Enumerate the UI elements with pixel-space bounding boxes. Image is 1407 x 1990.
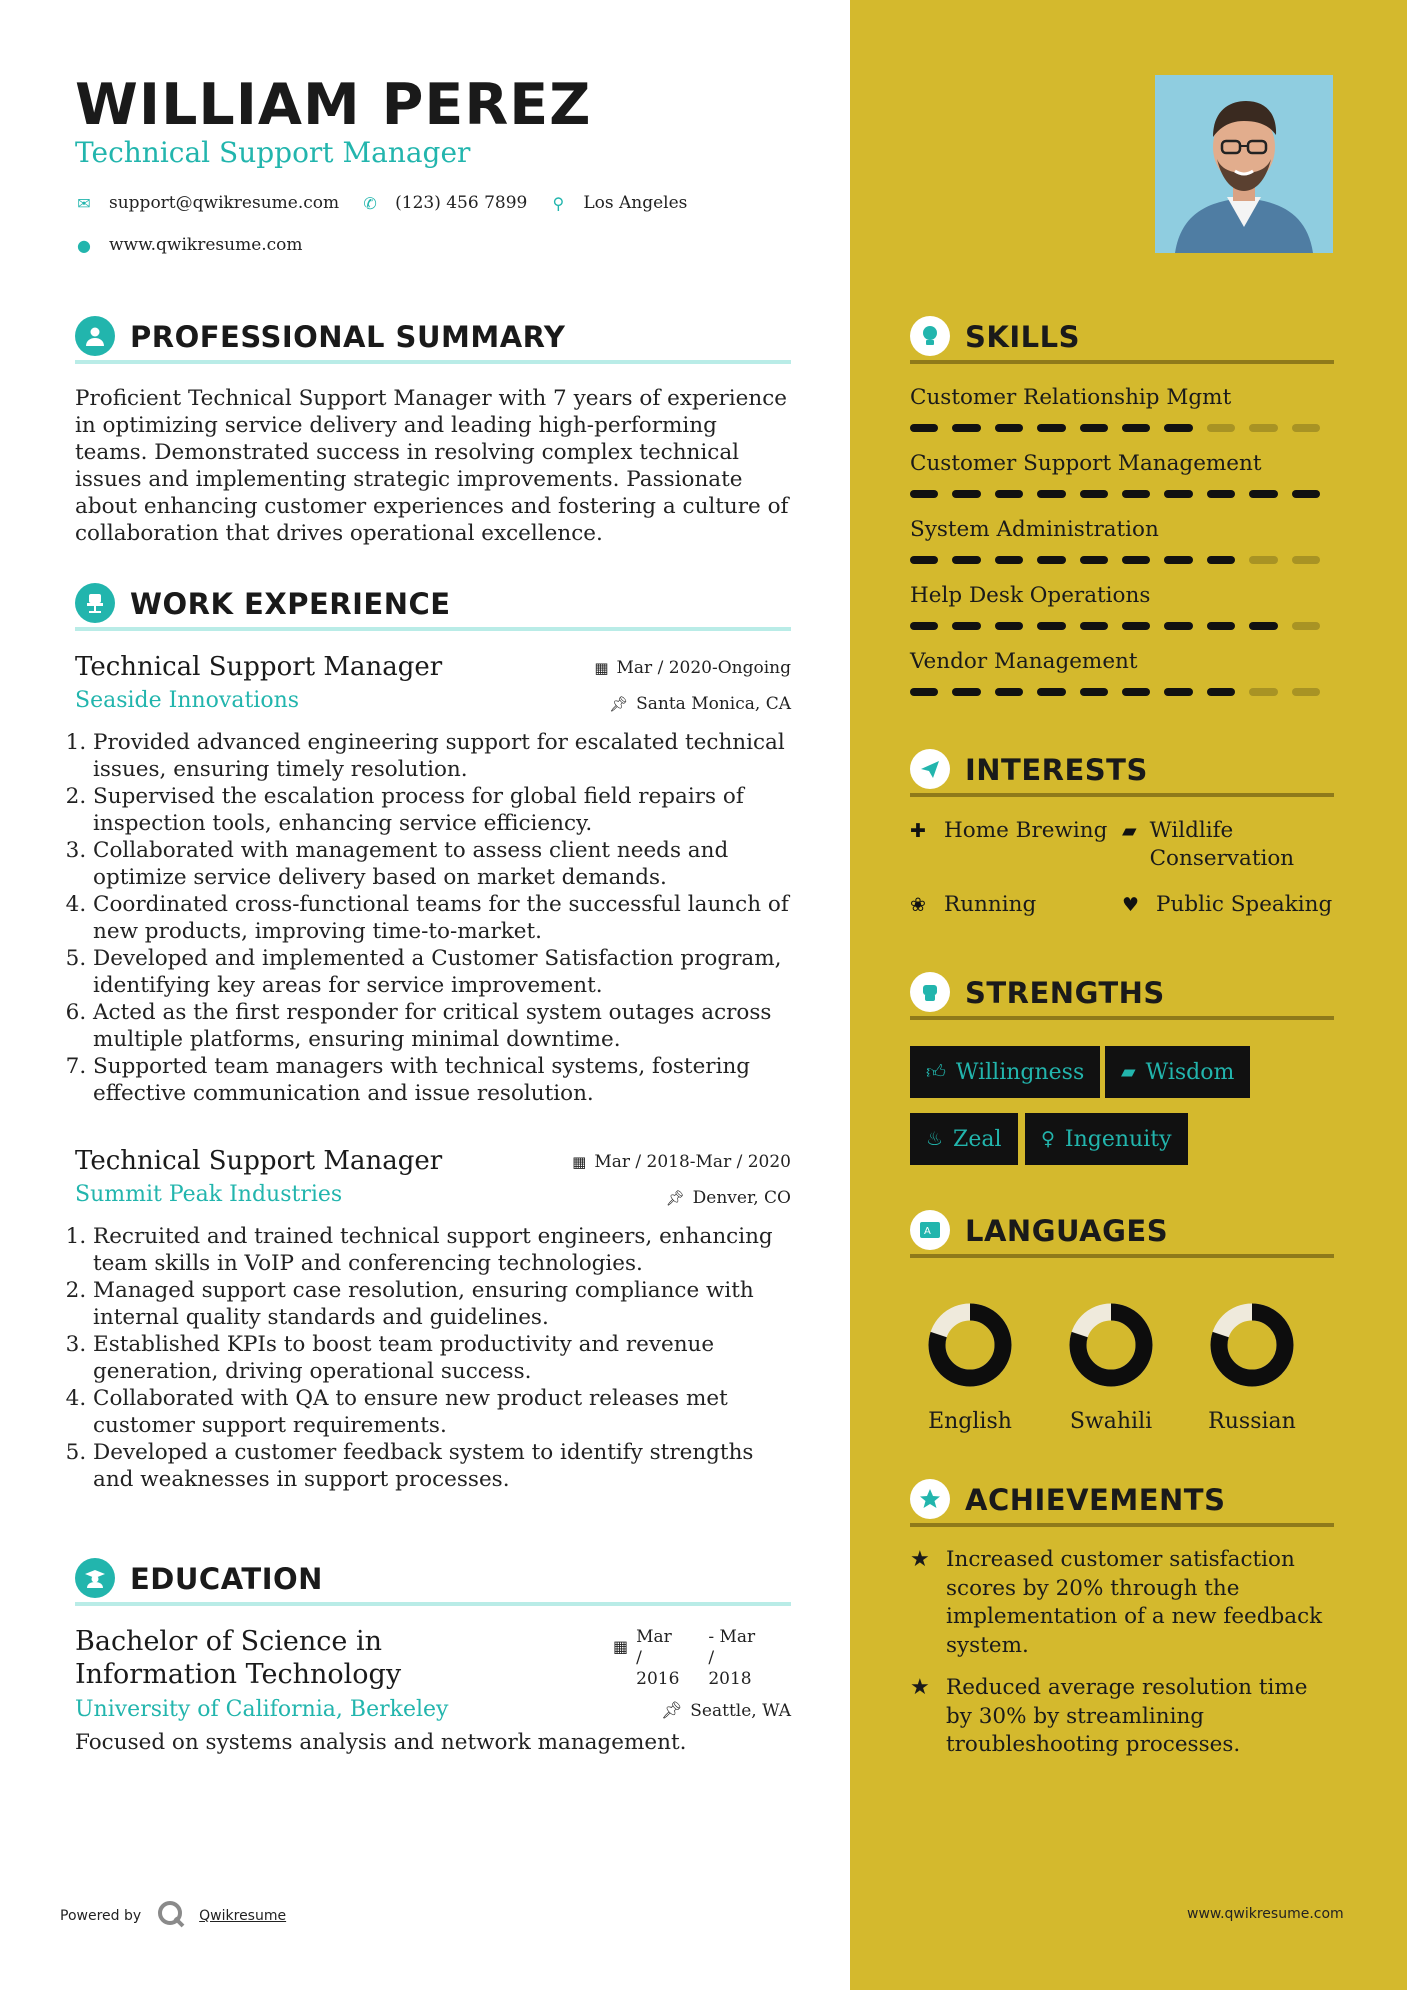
job-location	[666, 1188, 791, 1208]
skill-dash-empty	[1292, 688, 1320, 696]
strength-label: Willingness	[955, 1059, 1085, 1085]
job-company: Summit Peak Industries	[75, 1182, 343, 1207]
section-achievements	[910, 1479, 1334, 1527]
skill-meter	[910, 490, 1334, 498]
interest-label: Wildlife Conservation	[1149, 818, 1295, 871]
candidate-title: Technical Support Manager	[75, 136, 471, 169]
skill-dash-empty	[1249, 688, 1277, 696]
achievement-item	[910, 1674, 1334, 1760]
skill-dash-filled	[1037, 424, 1065, 432]
skill-item	[910, 451, 1334, 498]
calendar-icon: ▦	[613, 1637, 629, 1656]
job-entry	[75, 652, 791, 1107]
strength-badge	[1025, 1113, 1188, 1165]
skill-dash-filled	[995, 490, 1023, 498]
skill-dash-filled	[995, 424, 1023, 432]
start-year: 2016	[636, 1669, 680, 1689]
skill-dash-filled	[1207, 688, 1235, 696]
language-name: Russian	[1208, 1409, 1296, 1434]
skill-name: Vendor Management	[910, 649, 1138, 674]
education-entry	[75, 1625, 791, 1755]
skill-dash-filled	[1080, 688, 1108, 696]
qwikresume-logo-icon	[157, 1900, 185, 1932]
skill-dash-filled	[1164, 622, 1192, 630]
skill-dash-filled	[1249, 622, 1277, 630]
powered-by	[60, 1900, 286, 1932]
paw-icon: ❀	[910, 894, 926, 916]
calendar-icon: ▦	[572, 1153, 587, 1171]
skill-dash-filled	[910, 424, 938, 432]
skill-dash-filled	[1207, 490, 1235, 498]
language-ring	[1061, 1295, 1161, 1395]
skill-dash-filled	[1037, 556, 1065, 564]
skill-dash-filled	[952, 424, 980, 432]
skill-dash-empty	[1292, 556, 1320, 564]
job-bullets	[75, 1223, 791, 1493]
website-row	[75, 235, 303, 255]
skill-dash-filled	[1037, 490, 1065, 498]
skill-dash-filled	[1037, 688, 1065, 696]
skill-meter	[910, 622, 1334, 630]
skill-dash-filled	[1164, 490, 1192, 498]
job-bullets	[75, 729, 791, 1107]
skill-dash-filled	[1249, 490, 1277, 498]
education-location-text: Seattle, WA	[690, 1701, 791, 1721]
end-year: 2018	[708, 1669, 752, 1689]
user-icon	[75, 316, 115, 356]
pin-icon: 📌︎	[665, 1189, 685, 1207]
skill-meter	[910, 424, 1334, 432]
achievement-text: Reduced average resolution time by 30% by streamlining troubleshooting processes.	[946, 1675, 1308, 1757]
summary-text: Proficient Technical Support Manager with 7 years of experience in optimizing service delivery and leading high-performing teams. Demonstrated success in resolving complex technical issues and implementing strategic improvements. Passionate about enhancing customer experiences and fostering a culture of collaboration that drives operational excellence.	[75, 386, 789, 546]
language-icon	[910, 1210, 950, 1250]
powered-by-label: Powered by	[60, 1908, 142, 1924]
location-text: Los Angeles	[583, 193, 688, 213]
book-icon: ▰	[1121, 1061, 1136, 1083]
job-entry	[75, 1146, 791, 1493]
puzzle-icon: ✚	[910, 820, 926, 842]
language-ring	[1202, 1295, 1302, 1395]
list-item: 3. Collaborated with management to assess client needs and optimize service delivery based on market demands.	[93, 837, 791, 891]
phone-icon: ✆	[363, 193, 377, 213]
section-work	[75, 583, 791, 631]
skill-item	[910, 385, 1334, 432]
interest-item	[1122, 817, 1322, 873]
website-text[interactable]: www.qwikresume.com	[109, 235, 303, 255]
job-location	[609, 694, 791, 714]
globe-icon: ●	[77, 235, 91, 255]
language-item	[1061, 1295, 1161, 1434]
job-title: Technical Support Manager	[75, 652, 443, 682]
email-text[interactable]: support@qwikresume.com	[109, 193, 340, 213]
language-item	[920, 1295, 1020, 1434]
skill-dash-filled	[1122, 424, 1150, 432]
interest-label: Running	[944, 892, 1037, 917]
svg-text:A: A	[924, 1226, 931, 1237]
skill-dash-filled	[910, 688, 938, 696]
phone-text: (123) 456 7899	[395, 193, 528, 213]
skill-dash-filled	[1122, 622, 1150, 630]
skill-dash-empty	[1249, 556, 1277, 564]
section-interests	[910, 749, 1334, 797]
skill-dash-filled	[1080, 556, 1108, 564]
section-strengths	[910, 972, 1334, 1020]
office-chair-icon	[75, 583, 115, 623]
section-title: PROFESSIONAL SUMMARY	[130, 320, 566, 354]
skill-dash-filled	[1122, 556, 1150, 564]
strength-badge	[910, 1046, 1100, 1098]
lightbulb-icon	[910, 316, 950, 356]
section-title: EDUCATION	[130, 1562, 323, 1596]
fist-icon	[910, 972, 950, 1012]
education-location	[661, 1701, 791, 1721]
skill-dash-filled	[1207, 556, 1235, 564]
skill-meter	[910, 556, 1334, 564]
section-title: SKILLS	[965, 320, 1080, 354]
skill-dash-filled	[952, 622, 980, 630]
skill-dash-filled	[1164, 556, 1192, 564]
skill-dash-filled	[910, 490, 938, 498]
skill-dash-empty	[1249, 424, 1277, 432]
degree: Bachelor of Science in Information Technology	[75, 1626, 402, 1690]
contact-row	[75, 193, 687, 213]
candidate-name: WILLIAM PEREZ	[75, 72, 592, 138]
list-item: 4. Coordinated cross-functional teams for the successful launch of new products, improving time-to-market.	[93, 891, 791, 945]
lightbulb-icon: ♀	[1041, 1128, 1055, 1150]
achievement-text: Increased customer satisfaction scores by 20% through the implementation of a new feedback system.	[946, 1547, 1323, 1658]
list-item: 5. Developed a customer feedback system to identify strengths and weaknesses in support processes.	[93, 1439, 791, 1493]
section-languages	[910, 1210, 1334, 1258]
skill-dash-empty	[1292, 424, 1320, 432]
job-title: Technical Support Manager	[75, 1146, 443, 1176]
language-item	[1202, 1295, 1302, 1434]
fire-icon: ♨	[926, 1128, 944, 1150]
section-skills	[910, 316, 1334, 364]
skill-dash-filled	[1164, 424, 1192, 432]
job-dates	[594, 658, 791, 678]
interest-item	[1122, 891, 1332, 919]
skill-item	[910, 583, 1334, 630]
list-item: 1. Provided advanced engineering support for escalated technical issues, ensuring timely resolution.	[93, 729, 791, 783]
skill-dash-filled	[1164, 688, 1192, 696]
strength-badge	[910, 1113, 1018, 1165]
skill-name: Help Desk Operations	[910, 583, 1151, 608]
skill-name: Customer Support Management	[910, 451, 1262, 476]
language-name: English	[928, 1409, 1012, 1434]
skill-dash-filled	[952, 490, 980, 498]
skill-dash-filled	[995, 688, 1023, 696]
section-title: INTERESTS	[965, 753, 1148, 787]
school: University of California, Berkeley	[75, 1697, 449, 1722]
section-title: LANGUAGES	[965, 1214, 1169, 1248]
skill-dash-filled	[910, 556, 938, 564]
skill-dash-filled	[1080, 622, 1108, 630]
list-item: 6. Acted as the first responder for critical system outages across multiple platforms, ensuring minimal downtime.	[93, 999, 791, 1053]
envelope-icon: ✉	[77, 193, 91, 213]
list-item: 2. Managed support case resolution, ensuring compliance with internal quality standards and guidelines.	[93, 1277, 791, 1331]
skill-dash-filled	[952, 688, 980, 696]
skill-dash-filled	[1080, 490, 1108, 498]
end-date	[708, 1627, 763, 1690]
skill-dash-filled	[1037, 622, 1065, 630]
book-icon: ▰	[1122, 820, 1137, 842]
end-month: - Mar /	[708, 1627, 756, 1668]
skill-dash-filled	[1122, 490, 1150, 498]
list-item: 5. Developed and implemented a Customer Satisfaction program, identifying key areas for service improvement.	[93, 945, 791, 999]
education-dates	[613, 1627, 791, 1690]
achievement-item	[910, 1546, 1334, 1660]
qwikresume-link[interactable]: Qwikresume	[199, 1908, 287, 1924]
star-icon	[910, 1479, 950, 1519]
list-item: 2. Supervised the escalation process for global field repairs of inspection tools, enhancing service efficiency.	[93, 783, 791, 837]
footer-site-link[interactable]: www.qwikresume.com	[1187, 1906, 1344, 1922]
skill-dash-filled	[1080, 424, 1108, 432]
start-date	[636, 1627, 680, 1690]
list-item: 4. Collaborated with QA to ensure new product releases met customer support requirements.	[93, 1385, 791, 1439]
section-summary	[75, 316, 791, 364]
skill-item	[910, 649, 1334, 696]
strength-badge	[1105, 1046, 1250, 1098]
section-title: ACHIEVEMENTS	[965, 1483, 1226, 1517]
list-item: 7. Supported team managers with technical systems, fostering effective communication and issue resolution.	[93, 1053, 791, 1107]
pin-icon: 📌︎	[609, 695, 629, 713]
skill-dash-filled	[995, 556, 1023, 564]
skill-dash-empty	[1292, 622, 1320, 630]
skill-dash-filled	[952, 556, 980, 564]
list-item: 1. Recruited and trained technical support engineers, enhancing team skills in VoIP and conferencing technologies.	[93, 1223, 791, 1277]
job-company: Seaside Innovations	[75, 688, 300, 713]
interest-label: Public Speaking	[1156, 892, 1333, 917]
paper-plane-icon	[910, 749, 950, 789]
section-title: STRENGTHS	[965, 976, 1165, 1010]
strength-label: Zeal	[953, 1126, 1002, 1152]
skill-dash-filled	[1207, 622, 1235, 630]
pin-icon: 📌︎	[660, 1701, 683, 1721]
list-item: 3. Established KPIs to boost team productivity and revenue generation, driving operational success.	[93, 1331, 791, 1385]
map-marker-icon: ⚲	[552, 193, 565, 213]
skill-item	[910, 517, 1334, 564]
calendar-icon: ▦	[594, 659, 609, 677]
skill-meter	[910, 688, 1334, 696]
interest-item	[910, 817, 1107, 845]
star-icon: ★	[910, 1675, 930, 1700]
graduate-icon	[75, 1558, 115, 1598]
skill-name: System Administration	[910, 517, 1159, 542]
strength-label: Wisdom	[1145, 1059, 1235, 1085]
job-dates	[572, 1152, 791, 1172]
section-education	[75, 1558, 791, 1606]
skill-dash-filled	[995, 622, 1023, 630]
start-month: Mar /	[636, 1627, 672, 1668]
skill-dash-filled	[910, 622, 938, 630]
education-description: Focused on systems analysis and network management.	[75, 1730, 687, 1755]
heartbeat-icon: ♥	[1122, 894, 1140, 916]
star-icon: ★	[910, 1547, 930, 1572]
language-ring	[920, 1295, 1020, 1395]
strength-label: Ingenuity	[1064, 1126, 1172, 1152]
language-name: Swahili	[1069, 1409, 1153, 1434]
interest-label: Home Brewing	[944, 818, 1108, 843]
interest-item	[910, 891, 1036, 919]
job-location-text: Denver, CO	[692, 1188, 791, 1208]
profile-photo	[1155, 75, 1333, 253]
skill-dash-empty	[1207, 424, 1235, 432]
thumbs-up-icon: 👍︎	[926, 1060, 946, 1083]
job-dates-text: Mar / 2018-Mar / 2020	[594, 1152, 791, 1172]
section-title: WORK EXPERIENCE	[130, 587, 451, 621]
skill-name: Customer Relationship Mgmt	[910, 385, 1232, 410]
job-location-text: Santa Monica, CA	[636, 694, 791, 714]
job-dates-text: Mar / 2020-Ongoing	[616, 658, 791, 678]
skill-dash-filled	[1122, 688, 1150, 696]
skill-dash-filled	[1292, 490, 1320, 498]
